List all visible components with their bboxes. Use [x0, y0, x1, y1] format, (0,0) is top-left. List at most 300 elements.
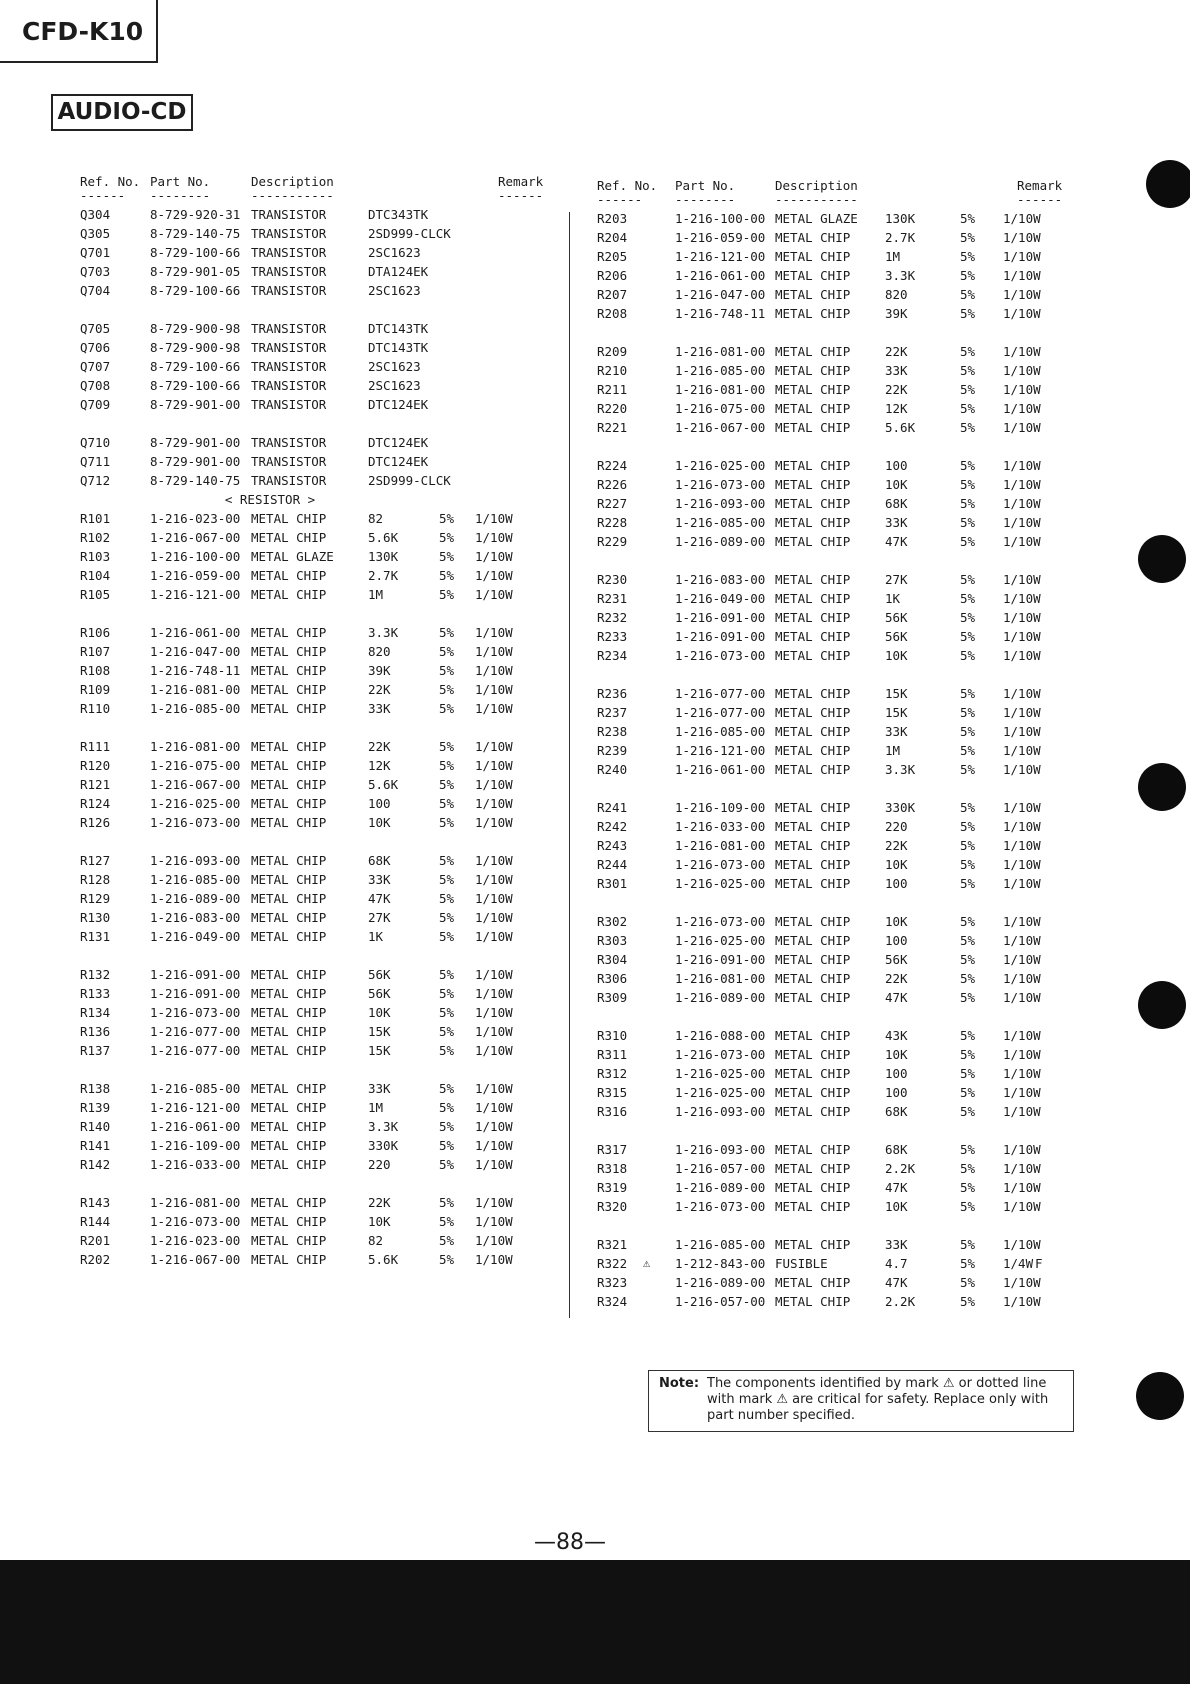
ref-no: R108: [80, 663, 111, 678]
part-no: 1-216-093-00: [675, 1142, 766, 1157]
power: 1/10W: [1003, 230, 1041, 245]
remark-flag: F: [1035, 1256, 1043, 1271]
part-no: 1-216-748-11: [150, 663, 241, 678]
part-no: 1-216-121-00: [150, 1100, 241, 1115]
ref-no: R136: [80, 1024, 111, 1039]
ref-no: Q710: [80, 435, 111, 450]
description: TRANSISTOR: [251, 473, 327, 488]
column-underline: [80, 188, 560, 203]
ref-no: Q304: [80, 207, 111, 222]
part-no: 1-216-075-00: [675, 401, 766, 416]
part-row: [80, 661, 560, 680]
tolerance: 5%: [439, 853, 455, 868]
part-no: 1-216-085-00: [150, 1081, 241, 1096]
power: 1/10W: [1003, 249, 1041, 264]
power: 1/10W: [475, 739, 513, 754]
tolerance: 5%: [960, 515, 976, 530]
power: 1/10W: [1003, 1047, 1041, 1062]
row-gap: [80, 300, 560, 319]
ref-no: R243: [597, 838, 628, 853]
part-no: 1-216-093-00: [675, 496, 766, 511]
description: METAL CHIP: [251, 644, 327, 659]
safety-mark-icon: ⚠: [643, 1256, 651, 1270]
row-gap: [597, 323, 1077, 342]
part-row: [80, 813, 560, 832]
ref-no: R141: [80, 1138, 111, 1153]
value: 10K: [368, 1214, 391, 1229]
description: METAL CHIP: [251, 530, 327, 545]
part-no: 1-216-109-00: [675, 800, 766, 815]
part-row: [80, 281, 560, 300]
power: 1/10W: [475, 853, 513, 868]
part-no: 1-216-023-00: [150, 1233, 241, 1248]
power: 1/10W: [1003, 306, 1041, 321]
part-row: [597, 228, 1077, 247]
value: 22K: [885, 382, 908, 397]
value: 5.6K: [368, 777, 399, 792]
ref-no: R234: [597, 648, 628, 663]
value: DTC343TK: [368, 207, 429, 222]
description: METAL CHIP: [775, 382, 851, 397]
value: 56K: [368, 986, 391, 1001]
value: 100: [885, 458, 908, 473]
row-gap: [80, 414, 560, 433]
part-no: 8-729-920-31: [150, 207, 241, 222]
tolerance: 5%: [960, 477, 976, 492]
tolerance: 5%: [960, 648, 976, 663]
part-row: [80, 756, 560, 775]
description: METAL CHIP: [775, 1199, 851, 1214]
ref-no: R137: [80, 1043, 111, 1058]
ref-no: R211: [597, 382, 628, 397]
part-row: [597, 1235, 1077, 1254]
value: 33K: [368, 872, 391, 887]
description: METAL CHIP: [775, 762, 851, 777]
description: TRANSISTOR: [251, 378, 327, 393]
part-no: 1-216-025-00: [150, 796, 241, 811]
value: 220: [368, 1157, 391, 1172]
tolerance: 5%: [960, 344, 976, 359]
part-row: [597, 342, 1077, 361]
binder-hole: [1138, 535, 1186, 583]
part-row: [80, 547, 560, 566]
value: 5.6K: [368, 530, 399, 545]
tolerance: 5%: [960, 591, 976, 606]
part-no: 1-216-073-00: [675, 1047, 766, 1062]
tolerance: 5%: [439, 1214, 455, 1229]
part-no: 1-216-081-00: [675, 344, 766, 359]
ref-no: R230: [597, 572, 628, 587]
part-no: 1-216-085-00: [675, 724, 766, 739]
column-underline: [597, 192, 1077, 207]
underline-ref: ------: [597, 192, 643, 207]
value: 130K: [885, 211, 916, 226]
power: 1/10W: [1003, 952, 1041, 967]
power: 1/10W: [475, 796, 513, 811]
part-row: [80, 566, 560, 585]
power: 1/10W: [1003, 629, 1041, 644]
part-no: 1-216-073-00: [150, 1214, 241, 1229]
tolerance: 5%: [439, 1043, 455, 1058]
underline-ref: ------: [80, 188, 126, 203]
underline-desc: -----------: [775, 192, 858, 207]
tolerance: 5%: [439, 1138, 455, 1153]
parts-list-right: [597, 176, 1077, 1311]
description: METAL CHIP: [775, 952, 851, 967]
tolerance: 5%: [960, 458, 976, 473]
row-gap: [597, 1007, 1077, 1026]
value: DTC143TK: [368, 340, 429, 355]
description: METAL CHIP: [775, 591, 851, 606]
description: METAL CHIP: [775, 819, 851, 834]
description: METAL CHIP: [251, 568, 327, 583]
ref-no: R142: [80, 1157, 111, 1172]
power: 1/10W: [475, 872, 513, 887]
part-row: [597, 950, 1077, 969]
value: 1M: [368, 587, 384, 602]
description: METAL CHIP: [775, 1161, 851, 1176]
ref-no: R240: [597, 762, 628, 777]
part-no: 1-216-061-00: [675, 762, 766, 777]
ref-no: R242: [597, 819, 628, 834]
header-remark: Remark: [498, 174, 544, 189]
power: 1/10W: [1003, 1294, 1041, 1309]
value: 2.7K: [368, 568, 399, 583]
part-row: [80, 509, 560, 528]
ref-no: R302: [597, 914, 628, 929]
value: 56K: [885, 629, 908, 644]
part-no: 1-216-083-00: [150, 910, 241, 925]
description: METAL CHIP: [251, 701, 327, 716]
value: 3.3K: [368, 1119, 399, 1134]
description: METAL CHIP: [775, 496, 851, 511]
value: 15K: [885, 686, 908, 701]
part-row: [80, 680, 560, 699]
ref-no: Q707: [80, 359, 111, 374]
ref-no: R316: [597, 1104, 628, 1119]
value: 1M: [368, 1100, 384, 1115]
power: 1/10W: [1003, 344, 1041, 359]
part-row: [80, 452, 560, 471]
underline-part: --------: [150, 188, 211, 203]
part-no: 1-216-089-00: [675, 534, 766, 549]
part-row: [597, 1178, 1077, 1197]
part-row: [597, 760, 1077, 779]
description: TRANSISTOR: [251, 454, 327, 469]
part-row: [597, 456, 1077, 475]
power: 1/10W: [475, 891, 513, 906]
part-row: [597, 1273, 1077, 1292]
column-divider: [569, 212, 570, 1318]
ref-no: R132: [80, 967, 111, 982]
description: TRANSISTOR: [251, 245, 327, 260]
value: 47K: [368, 891, 391, 906]
description: METAL CHIP: [251, 1214, 327, 1229]
ref-no: R311: [597, 1047, 628, 1062]
power: 1/10W: [475, 986, 513, 1001]
part-no: 1-216-109-00: [150, 1138, 241, 1153]
ref-no: R318: [597, 1161, 628, 1176]
description: METAL CHIP: [775, 629, 851, 644]
description: METAL CHIP: [775, 1294, 851, 1309]
power: 1/10W: [1003, 1237, 1041, 1252]
ref-no: R138: [80, 1081, 111, 1096]
part-row: [80, 984, 560, 1003]
part-row: [597, 285, 1077, 304]
description: METAL CHIP: [775, 1180, 851, 1195]
description: METAL CHIP: [775, 1142, 851, 1157]
part-row: [80, 1041, 560, 1060]
description: METAL CHIP: [251, 910, 327, 925]
tolerance: 5%: [960, 534, 976, 549]
ref-no: R208: [597, 306, 628, 321]
description: METAL CHIP: [775, 1028, 851, 1043]
tolerance: 5%: [439, 910, 455, 925]
value: 39K: [885, 306, 908, 321]
ref-no: R201: [80, 1233, 111, 1248]
value: 330K: [885, 800, 916, 815]
description: METAL CHIP: [251, 663, 327, 678]
power: 1/10W: [1003, 686, 1041, 701]
power: 1/10W: [1003, 971, 1041, 986]
value: 2SC1623: [368, 359, 421, 374]
value: 15K: [885, 705, 908, 720]
ref-no: R104: [80, 568, 111, 583]
part-row: [597, 1026, 1077, 1045]
part-no: 1-216-748-11: [675, 306, 766, 321]
ref-no: R322: [597, 1256, 628, 1271]
value: 33K: [885, 363, 908, 378]
ref-no: R228: [597, 515, 628, 530]
description: METAL CHIP: [775, 990, 851, 1005]
part-row: [597, 684, 1077, 703]
value: 82: [368, 1233, 384, 1248]
value: 10K: [885, 648, 908, 663]
description: METAL CHIP: [775, 477, 851, 492]
ref-no: R229: [597, 534, 628, 549]
part-no: 1-216-091-00: [675, 629, 766, 644]
power: 1/10W: [475, 1157, 513, 1172]
ref-no: R134: [80, 1005, 111, 1020]
part-no: 1-216-085-00: [675, 1237, 766, 1252]
row-gap: [597, 779, 1077, 798]
part-no: 1-216-077-00: [675, 705, 766, 720]
description: METAL CHIP: [775, 971, 851, 986]
description: METAL GLAZE: [775, 211, 858, 226]
power: 1/10W: [1003, 1085, 1041, 1100]
ref-no: R111: [80, 739, 111, 754]
ref-no: R133: [80, 986, 111, 1001]
tolerance: 5%: [960, 268, 976, 283]
parts-list-left: [80, 172, 560, 1269]
underline-desc: -----------: [251, 188, 334, 203]
tolerance: 5%: [960, 249, 976, 264]
tolerance: 5%: [960, 838, 976, 853]
value: 10K: [368, 1005, 391, 1020]
part-row: [597, 266, 1077, 285]
note-label: Note:: [659, 1376, 700, 1391]
tolerance: 5%: [960, 724, 976, 739]
ref-no: R227: [597, 496, 628, 511]
value: 1M: [885, 743, 901, 758]
part-no: 1-216-091-00: [675, 952, 766, 967]
value: 10K: [368, 815, 391, 830]
description: METAL CHIP: [251, 1081, 327, 1096]
ref-no: R315: [597, 1085, 628, 1100]
model-label: CFD-K10: [0, 0, 158, 63]
tolerance: 5%: [960, 496, 976, 511]
value: 1K: [368, 929, 384, 944]
description: METAL CHIP: [775, 724, 851, 739]
power: 1/10W: [1003, 401, 1041, 416]
value: 5.6K: [368, 1252, 399, 1267]
tolerance: 5%: [960, 1104, 976, 1119]
part-no: 8-729-901-00: [150, 397, 241, 412]
header-ref: Ref. No.: [597, 178, 658, 193]
ref-no: Q712: [80, 473, 111, 488]
part-row: [597, 703, 1077, 722]
value: 39K: [368, 663, 391, 678]
tolerance: 5%: [439, 530, 455, 545]
part-row: [80, 1079, 560, 1098]
tolerance: 5%: [960, 743, 976, 758]
part-row: [80, 338, 560, 357]
power: 1/10W: [475, 815, 513, 830]
ref-no: R310: [597, 1028, 628, 1043]
value: 33K: [368, 701, 391, 716]
description: FUSIBLE: [775, 1256, 828, 1271]
row-gap: [80, 946, 560, 965]
part-row: [80, 319, 560, 338]
ref-no: Q706: [80, 340, 111, 355]
part-row: [80, 1250, 560, 1269]
part-row: [80, 1212, 560, 1231]
tolerance: 5%: [960, 914, 976, 929]
tolerance: 5%: [439, 1233, 455, 1248]
part-no: 1-216-073-00: [675, 857, 766, 872]
part-row: [80, 642, 560, 661]
description: METAL CHIP: [251, 1005, 327, 1020]
description: METAL CHIP: [251, 1195, 327, 1210]
part-no: 8-729-100-66: [150, 245, 241, 260]
value: 47K: [885, 534, 908, 549]
tolerance: 5%: [439, 1252, 455, 1267]
tolerance: 5%: [439, 796, 455, 811]
power: 1/10W: [1003, 1180, 1041, 1195]
part-no: 8-729-100-66: [150, 378, 241, 393]
part-no: 1-216-033-00: [675, 819, 766, 834]
part-row: [80, 262, 560, 281]
part-no: 1-216-089-00: [675, 1180, 766, 1195]
binder-hole: [1136, 1372, 1184, 1420]
description: METAL CHIP: [775, 287, 851, 302]
part-row: [597, 1197, 1077, 1216]
description: TRANSISTOR: [251, 340, 327, 355]
power: 1/10W: [475, 549, 513, 564]
tolerance: 5%: [439, 967, 455, 982]
value: 22K: [368, 739, 391, 754]
part-row: [80, 471, 560, 490]
part-row: [80, 1136, 560, 1155]
description: METAL CHIP: [775, 1275, 851, 1290]
power: 1/10W: [1003, 572, 1041, 587]
power: 1/10W: [1003, 990, 1041, 1005]
value: 12K: [885, 401, 908, 416]
value: 2SC1623: [368, 245, 421, 260]
part-row: [597, 836, 1077, 855]
power: 1/10W: [1003, 363, 1041, 378]
power: 1/10W: [1003, 458, 1041, 473]
value: 15K: [368, 1043, 391, 1058]
part-no: 1-216-077-00: [150, 1024, 241, 1039]
tolerance: 5%: [960, 1294, 976, 1309]
value: 68K: [885, 1104, 908, 1119]
description: METAL CHIP: [251, 872, 327, 887]
tolerance: 5%: [960, 230, 976, 245]
row-gap: [597, 1121, 1077, 1140]
description: METAL CHIP: [251, 1043, 327, 1058]
part-no: 1-216-085-00: [150, 872, 241, 887]
power: 1/10W: [1003, 724, 1041, 739]
part-no: 1-216-067-00: [150, 777, 241, 792]
part-row: [597, 722, 1077, 741]
tolerance: 5%: [439, 1157, 455, 1172]
description: TRANSISTOR: [251, 207, 327, 222]
part-row: [80, 851, 560, 870]
part-row: [597, 570, 1077, 589]
power: 1/10W: [1003, 477, 1041, 492]
value: 3.3K: [368, 625, 399, 640]
power: 1/10W: [475, 1024, 513, 1039]
ref-no: R238: [597, 724, 628, 739]
tolerance: 5%: [960, 1161, 976, 1176]
tolerance: 5%: [960, 1028, 976, 1043]
ref-no: R301: [597, 876, 628, 891]
part-row: [597, 1292, 1077, 1311]
part-row: [80, 870, 560, 889]
value: 43K: [885, 1028, 908, 1043]
description: METAL CHIP: [775, 268, 851, 283]
tolerance: 5%: [960, 420, 976, 435]
part-row: [80, 243, 560, 262]
part-no: 1-216-077-00: [150, 1043, 241, 1058]
part-row: [80, 224, 560, 243]
part-row: [80, 1022, 560, 1041]
power: 1/10W: [1003, 211, 1041, 226]
part-no: 1-216-033-00: [150, 1157, 241, 1172]
binder-hole: [1146, 160, 1190, 208]
tolerance: 5%: [960, 1275, 976, 1290]
power: 1/10W: [1003, 496, 1041, 511]
part-no: 1-216-073-00: [150, 815, 241, 830]
part-no: 1-216-081-00: [150, 739, 241, 754]
description: METAL CHIP: [251, 511, 327, 526]
ref-no: R304: [597, 952, 628, 967]
description: METAL CHIP: [775, 344, 851, 359]
part-no: 1-216-025-00: [675, 1066, 766, 1081]
part-no: 1-216-093-00: [675, 1104, 766, 1119]
tolerance: 5%: [439, 1119, 455, 1134]
part-row: [597, 513, 1077, 532]
ref-no: R103: [80, 549, 111, 564]
value: 47K: [885, 1180, 908, 1195]
power: 1/10W: [1003, 1142, 1041, 1157]
value: 22K: [368, 1195, 391, 1210]
power: 1/10W: [1003, 268, 1041, 283]
ref-no: R105: [80, 587, 111, 602]
ref-no: R206: [597, 268, 628, 283]
description: METAL CHIP: [775, 534, 851, 549]
